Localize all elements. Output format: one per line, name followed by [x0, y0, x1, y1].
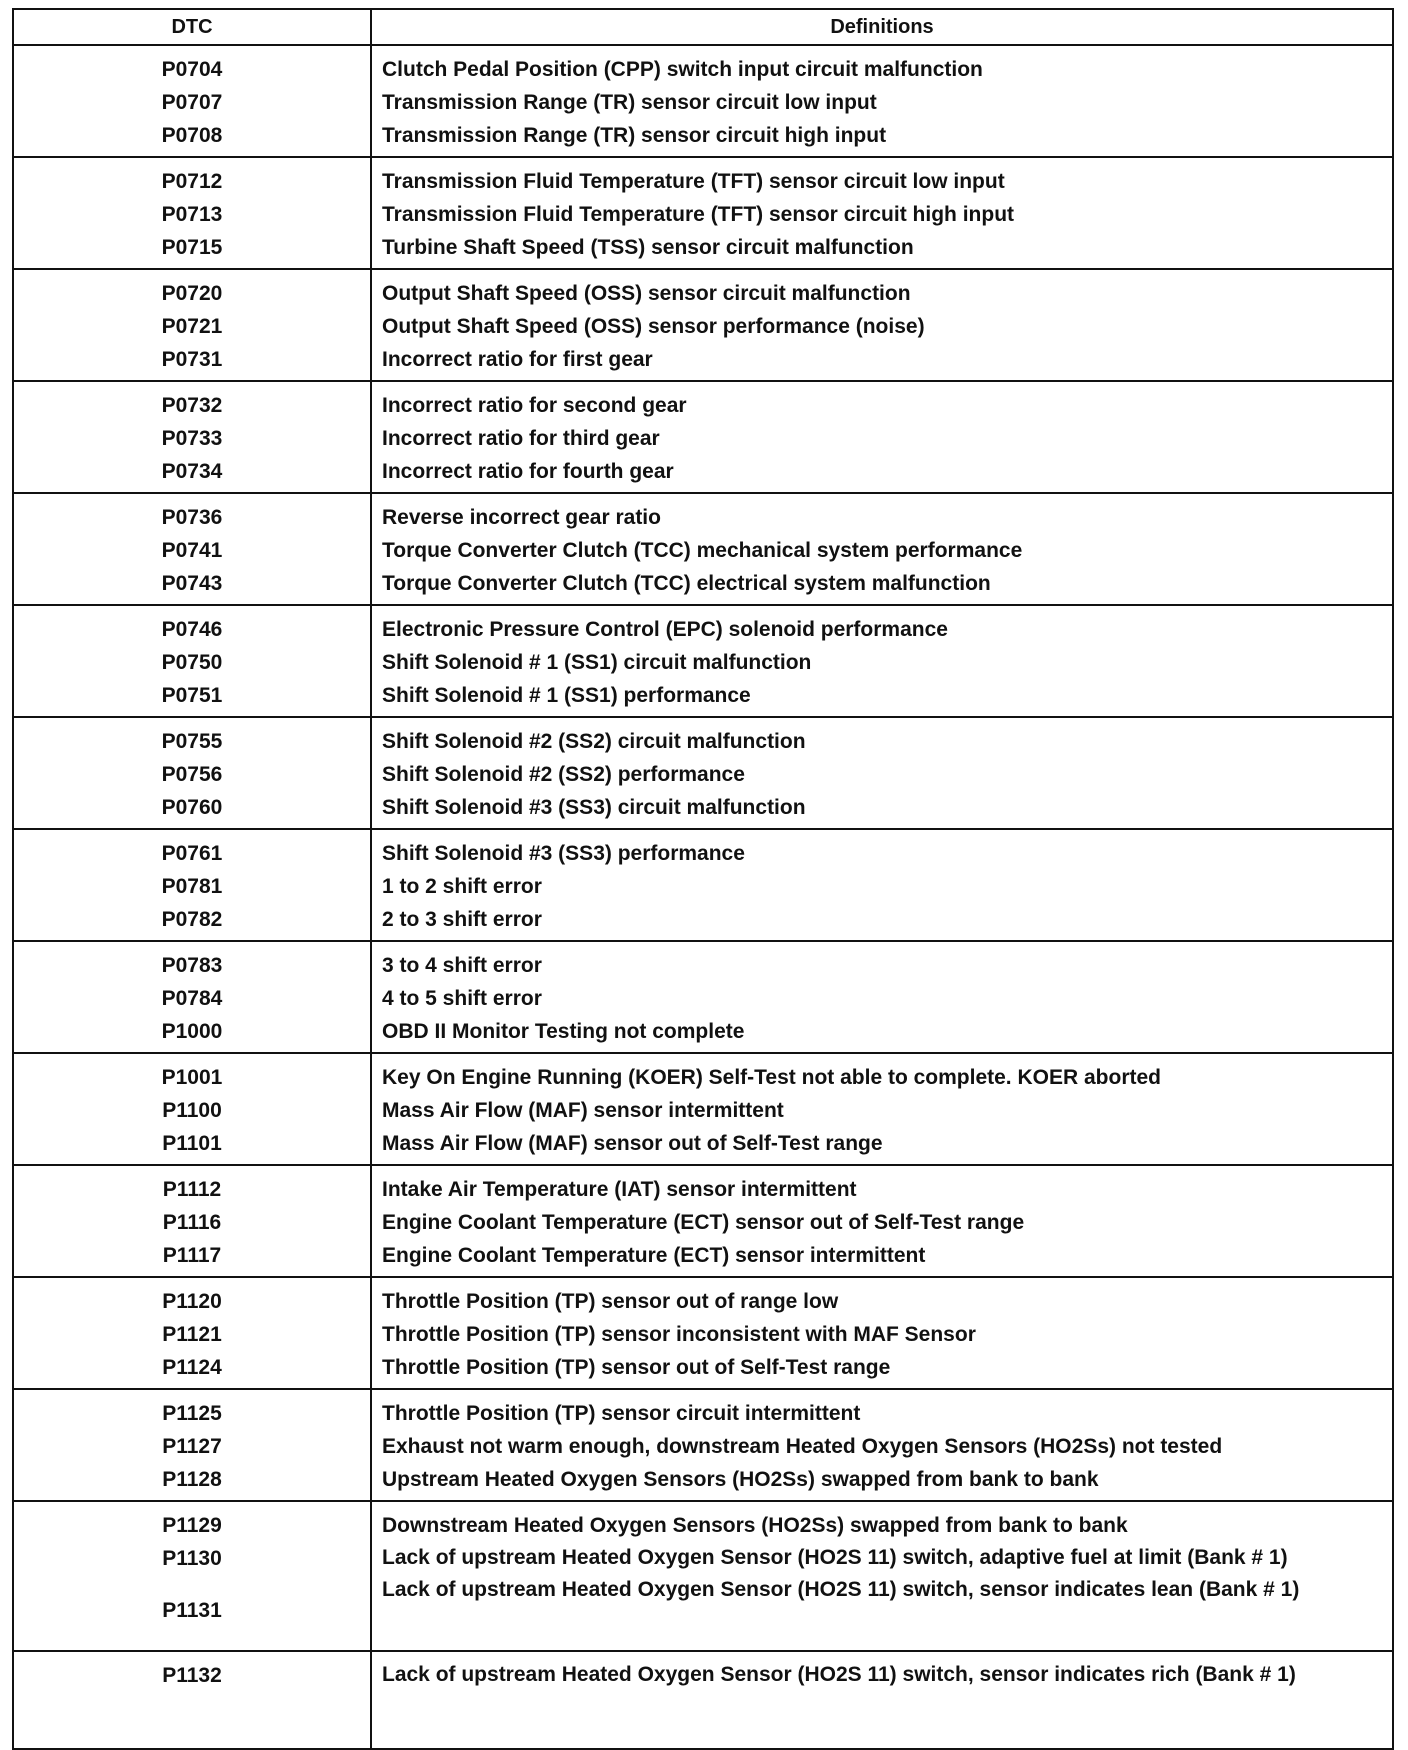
dtc-code: P0733 — [161, 427, 223, 450]
dtc-code: P0707 — [161, 91, 223, 114]
definition-cell — [371, 269, 1393, 381]
table-row-group — [13, 829, 1393, 941]
dtc-definition: Throttle Position (TP) sensor inconsistent with MAF Sensor — [382, 1323, 976, 1346]
dtc-code: P0734 — [161, 460, 223, 483]
dtc-definition: Output Shaft Speed (OSS) sensor circuit malfunction — [382, 282, 911, 305]
dtc-definition: Torque Converter Clutch (TCC) mechanical system performance — [382, 539, 1023, 562]
dtc-code-cell — [13, 1389, 371, 1501]
dtc-definition: Downstream Heated Oxygen Sensors (HO2Ss) swapped from bank to bank — [382, 1514, 1128, 1537]
dtc-code-cell — [13, 1651, 371, 1749]
definition-cell — [371, 381, 1393, 493]
dtc-definitions-table — [12, 8, 1394, 1750]
table-row-group — [13, 941, 1393, 1053]
table-row-group — [13, 1053, 1393, 1165]
dtc-code: P0715 — [161, 236, 223, 259]
dtc-definition: Key On Engine Running (KOER) Self-Test not able to complete. KOER aborted — [382, 1066, 1161, 1089]
dtc-code: P1129 — [162, 1514, 222, 1537]
dtc-definition: Intake Air Temperature (IAT) sensor intermittent — [382, 1178, 857, 1201]
table-row-group — [13, 605, 1393, 717]
dtc-code: P0708 — [161, 124, 223, 147]
dtc-definition: Upstream Heated Oxygen Sensors (HO2Ss) swapped from bank to bank — [382, 1468, 1099, 1491]
dtc-code: P1131 — [162, 1599, 222, 1622]
dtc-definition: Clutch Pedal Position (CPP) switch input circuit malfunction — [382, 58, 983, 81]
dtc-code: P1000 — [161, 1020, 223, 1043]
dtc-definition: Incorrect ratio for fourth gear — [382, 460, 674, 483]
dtc-definition: Incorrect ratio for first gear — [382, 348, 653, 371]
dtc-code: P0750 — [161, 651, 223, 674]
dtc-code: P0760 — [161, 796, 223, 819]
dtc-definition: Reverse incorrect gear ratio — [382, 506, 661, 529]
dtc-definition: Shift Solenoid #3 (SS3) circuit malfunction — [382, 796, 806, 819]
dtc-code: P0751 — [161, 684, 223, 707]
dtc-definition: Transmission Fluid Temperature (TFT) sensor circuit high input — [382, 203, 1015, 226]
dtc-code: P0746 — [161, 618, 223, 641]
dtc-definition: Lack of upstream Heated Oxygen Sensor (HO2S 11) switch, sensor indicates lean (Bank # 1) — [382, 1578, 1300, 1601]
definition-cell — [371, 45, 1393, 157]
dtc-definition: Mass Air Flow (MAF) sensor out of Self-Test range — [382, 1132, 883, 1155]
dtc-code: P1101 — [162, 1132, 222, 1155]
definition-cell — [371, 1277, 1393, 1389]
table-row-group — [13, 157, 1393, 269]
dtc-definition: 1 to 2 shift error — [382, 875, 542, 898]
dtc-definition: Throttle Position (TP) sensor out of range low — [382, 1290, 839, 1313]
dtc-code-cell — [13, 1277, 371, 1389]
dtc-code: P1125 — [162, 1402, 222, 1425]
dtc-code: P0782 — [161, 908, 223, 931]
dtc-code: P0741 — [161, 539, 223, 562]
definition-cell — [371, 829, 1393, 941]
definition-cell — [371, 1501, 1393, 1651]
dtc-code: P1001 — [161, 1066, 223, 1089]
dtc-definition: Transmission Range (TR) sensor circuit high input — [382, 124, 887, 147]
definitions-column-header: Definitions — [371, 9, 1393, 45]
dtc-definition: Engine Coolant Temperature (ECT) sensor intermittent — [382, 1244, 926, 1267]
dtc-code: P0721 — [161, 315, 223, 338]
dtc-definition: Electronic Pressure Control (EPC) solenoid performance — [382, 618, 948, 641]
dtc-definition: Transmission Fluid Temperature (TFT) sensor circuit low input — [382, 170, 1005, 193]
table-row-group — [13, 1277, 1393, 1389]
dtc-code: P0784 — [161, 987, 223, 1010]
dtc-definition: Shift Solenoid #2 (SS2) performance — [382, 763, 745, 786]
dtc-code: P0713 — [161, 203, 223, 226]
dtc-definition: Shift Solenoid # 1 (SS1) circuit malfunction — [382, 651, 812, 674]
dtc-code: P0755 — [161, 730, 223, 753]
dtc-code: P0731 — [161, 348, 223, 371]
dtc-definition: Throttle Position (TP) sensor circuit intermittent — [382, 1402, 861, 1425]
dtc-definition: Output Shaft Speed (OSS) sensor performance (noise) — [382, 315, 925, 338]
dtc-definition: Exhaust not warm enough, downstream Heated Oxygen Sensors (HO2Ss) not tested — [382, 1435, 1223, 1458]
dtc-code: P1116 — [162, 1211, 222, 1234]
dtc-definition: Transmission Range (TR) sensor circuit low input — [382, 91, 877, 114]
dtc-code: P1130 — [162, 1547, 222, 1570]
table-row-group — [13, 1389, 1393, 1501]
definition-cell — [371, 717, 1393, 829]
dtc-definition: Lack of upstream Heated Oxygen Sensor (HO2S 11) switch, sensor indicates rich (Bank # 1) — [382, 1663, 1296, 1686]
dtc-definition: Engine Coolant Temperature (ECT) sensor out of Self-Test range — [382, 1211, 1025, 1234]
dtc-code-cell — [13, 717, 371, 829]
definition-cell — [371, 157, 1393, 269]
definition-cell — [371, 605, 1393, 717]
dtc-definition: 4 to 5 shift error — [382, 987, 542, 1010]
dtc-code: P1120 — [162, 1290, 222, 1313]
definition-cell — [371, 1389, 1393, 1501]
table-row-group — [13, 1165, 1393, 1277]
table-row-group — [13, 45, 1393, 157]
dtc-code-cell — [13, 1053, 371, 1165]
definition-cell — [371, 1165, 1393, 1277]
dtc-code: P1100 — [162, 1099, 222, 1122]
definition-cell — [371, 941, 1393, 1053]
dtc-definition: Shift Solenoid #2 (SS2) circuit malfunction — [382, 730, 806, 753]
dtc-code: P0732 — [161, 394, 223, 417]
dtc-definition: Shift Solenoid #3 (SS3) performance — [382, 842, 745, 865]
dtc-definition: Mass Air Flow (MAF) sensor intermittent — [382, 1099, 784, 1122]
definition-cell — [371, 1053, 1393, 1165]
dtc-code-cell — [13, 1165, 371, 1277]
dtc-code: P0743 — [161, 572, 223, 595]
dtc-code-cell — [13, 45, 371, 157]
table-row-group — [13, 1651, 1393, 1749]
dtc-code: P0712 — [161, 170, 223, 193]
dtc-code: P0736 — [161, 506, 223, 529]
dtc-definition: Throttle Position (TP) sensor out of Self-Test range — [382, 1356, 891, 1379]
dtc-code: P0783 — [161, 954, 223, 977]
dtc-code: P0720 — [161, 282, 223, 305]
dtc-code-cell — [13, 941, 371, 1053]
dtc-definition: Lack of upstream Heated Oxygen Sensor (HO2S 11) switch, adaptive fuel at limit (Bank # 1) — [382, 1546, 1288, 1569]
dtc-definition: Shift Solenoid # 1 (SS1) performance — [382, 684, 751, 707]
dtc-code: P1121 — [162, 1323, 222, 1346]
table-row-group — [13, 493, 1393, 605]
dtc-definition: 2 to 3 shift error — [382, 908, 542, 931]
definition-cell — [371, 493, 1393, 605]
dtc-code-cell — [13, 1501, 371, 1651]
dtc-definition: Turbine Shaft Speed (TSS) sensor circuit malfunction — [382, 236, 914, 259]
dtc-code: P1117 — [162, 1244, 222, 1267]
dtc-code: P1127 — [162, 1435, 222, 1458]
table-row-group — [13, 717, 1393, 829]
table-row-group — [13, 381, 1393, 493]
dtc-code: P0781 — [161, 875, 223, 898]
dtc-code-cell — [13, 829, 371, 941]
dtc-code-cell — [13, 269, 371, 381]
table-row-group — [13, 1501, 1393, 1651]
dtc-definition: OBD II Monitor Testing not complete — [382, 1020, 745, 1043]
dtc-code: P1124 — [162, 1356, 222, 1379]
dtc-code-cell — [13, 157, 371, 269]
dtc-column-header: DTC — [13, 9, 371, 45]
dtc-code: P1132 — [162, 1664, 222, 1687]
header-row — [13, 9, 1393, 45]
dtc-definition: Incorrect ratio for third gear — [382, 427, 660, 450]
table-body — [13, 45, 1393, 1749]
dtc-code: P0704 — [161, 58, 223, 81]
definition-cell — [371, 1651, 1393, 1749]
dtc-code: P0756 — [161, 763, 223, 786]
dtc-code-cell — [13, 381, 371, 493]
dtc-code: P1128 — [162, 1468, 222, 1491]
table-row-group — [13, 269, 1393, 381]
dtc-definition: Incorrect ratio for second gear — [382, 394, 687, 417]
dtc-definition: 3 to 4 shift error — [382, 954, 542, 977]
dtc-definition: Torque Converter Clutch (TCC) electrical system malfunction — [382, 572, 991, 595]
dtc-code: P0761 — [161, 842, 223, 865]
dtc-code: P1112 — [162, 1178, 222, 1201]
dtc-code-cell — [13, 605, 371, 717]
dtc-code-cell — [13, 493, 371, 605]
